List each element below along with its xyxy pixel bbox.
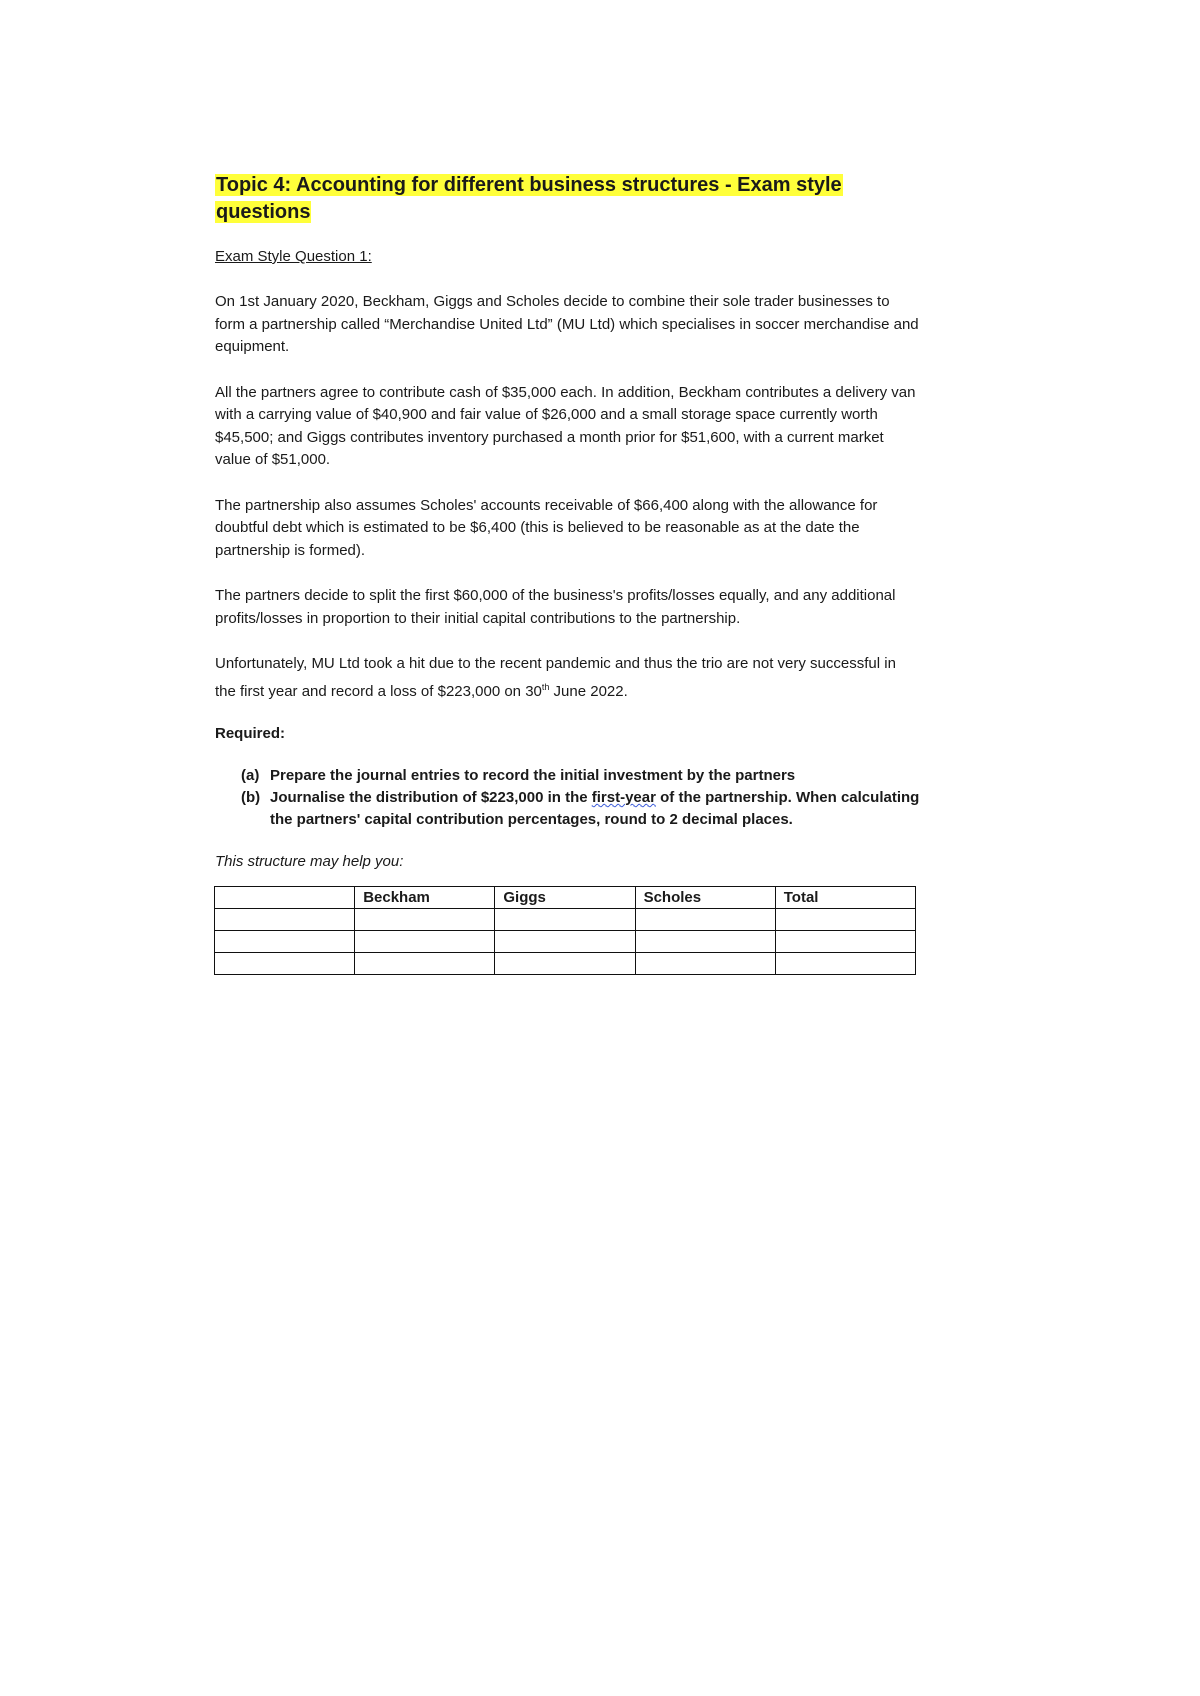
document-title [215,172,875,226]
paragraph-loss [215,653,920,703]
table-cell [495,931,635,953]
title-line-1: Topic 4: Accounting for different business structures - Exam style [216,174,842,196]
required-heading: Required: [215,725,286,742]
table-cell [215,931,355,953]
table-cell [215,953,355,975]
loss-text-end: June 2022. [549,682,628,700]
table-cell [355,931,495,953]
table-header-row [215,887,916,909]
table-cell [775,953,915,975]
table-cell [635,931,775,953]
table-cell [635,909,775,931]
table-header-scholes: Scholes [635,887,775,909]
document-page [215,172,920,975]
table-cell [495,909,635,931]
table-cell [495,953,635,975]
table-header-cell [215,887,355,909]
table-row [215,931,916,953]
loss-superscript: th [541,681,550,692]
loss-text: Unfortunately, MU Ltd took a hit due to the recent pandemic and thus the trio are not very successful in the first year and record a loss of $223,000 on 30 [215,655,896,700]
paragraph-contributions: All the partners agree to contribute cash of $35,000 each. In addition, Beckham contributes a delivery van with a carrying value of $40,900 and fair value of $26,000 and a small storage space currently worth $45,500; and Giggs contributes inventory purchased a month prior for $51,600, with a current market value of $51,000. [215,383,916,468]
table-header-beckham: Beckham [355,887,495,909]
requirement-a [241,765,921,787]
table-cell [775,931,915,953]
table-cell [635,953,775,975]
table-row [215,909,916,931]
table-cell [355,909,495,931]
question-subheading: Exam Style Question 1: [215,248,372,265]
requirement-b-text [270,787,921,831]
requirement-a-text: Prepare the journal entries to record the initial investment by the partners [270,767,796,784]
table-header-total: Total [775,887,915,909]
paragraph-profit-split: The partners decide to split the first $60,000 of the business's profits/losses equally, and any additional profits/losses in proportion to their initial capital contributions to the partnership. [215,587,896,627]
paragraph-receivables: The partnership also assumes Scholes' accounts receivable of $66,400 along with the allowance for doubtful debt which is estimated to be $6,400 (this is believed to be reasonable as at the date the partnership is formed). [215,496,878,559]
requirement-b-text-start: Journalise the distribution of $223,000 in the [270,789,592,806]
title-highlight [215,174,843,223]
requirement-b-text-end: of the partnership. When calculating the partners' capital contribution percentages, round to 2 decimal places. [270,789,920,828]
structure-hint: This structure may help you: [215,853,404,870]
table-cell [355,953,495,975]
table-header-giggs: Giggs [495,887,635,909]
table-cell [775,909,915,931]
spellcheck-flagged-word[interactable]: first-year [591,789,656,806]
requirements-list [241,765,921,831]
title-line-2: questions [216,201,311,223]
structure-table [214,886,916,975]
table-row [215,953,916,975]
requirement-a-label: (a) [241,767,260,784]
table-cell [215,909,355,931]
requirement-b [241,787,921,831]
paragraph-intro: On 1st January 2020, Beckham, Giggs and Scholes decide to combine their sole trader businesses to form a partnership called “Merchandise United Ltd” (MU Ltd) which specialises in soccer merchandise and equipment. [215,293,919,355]
requirement-b-label: (b) [241,789,261,806]
